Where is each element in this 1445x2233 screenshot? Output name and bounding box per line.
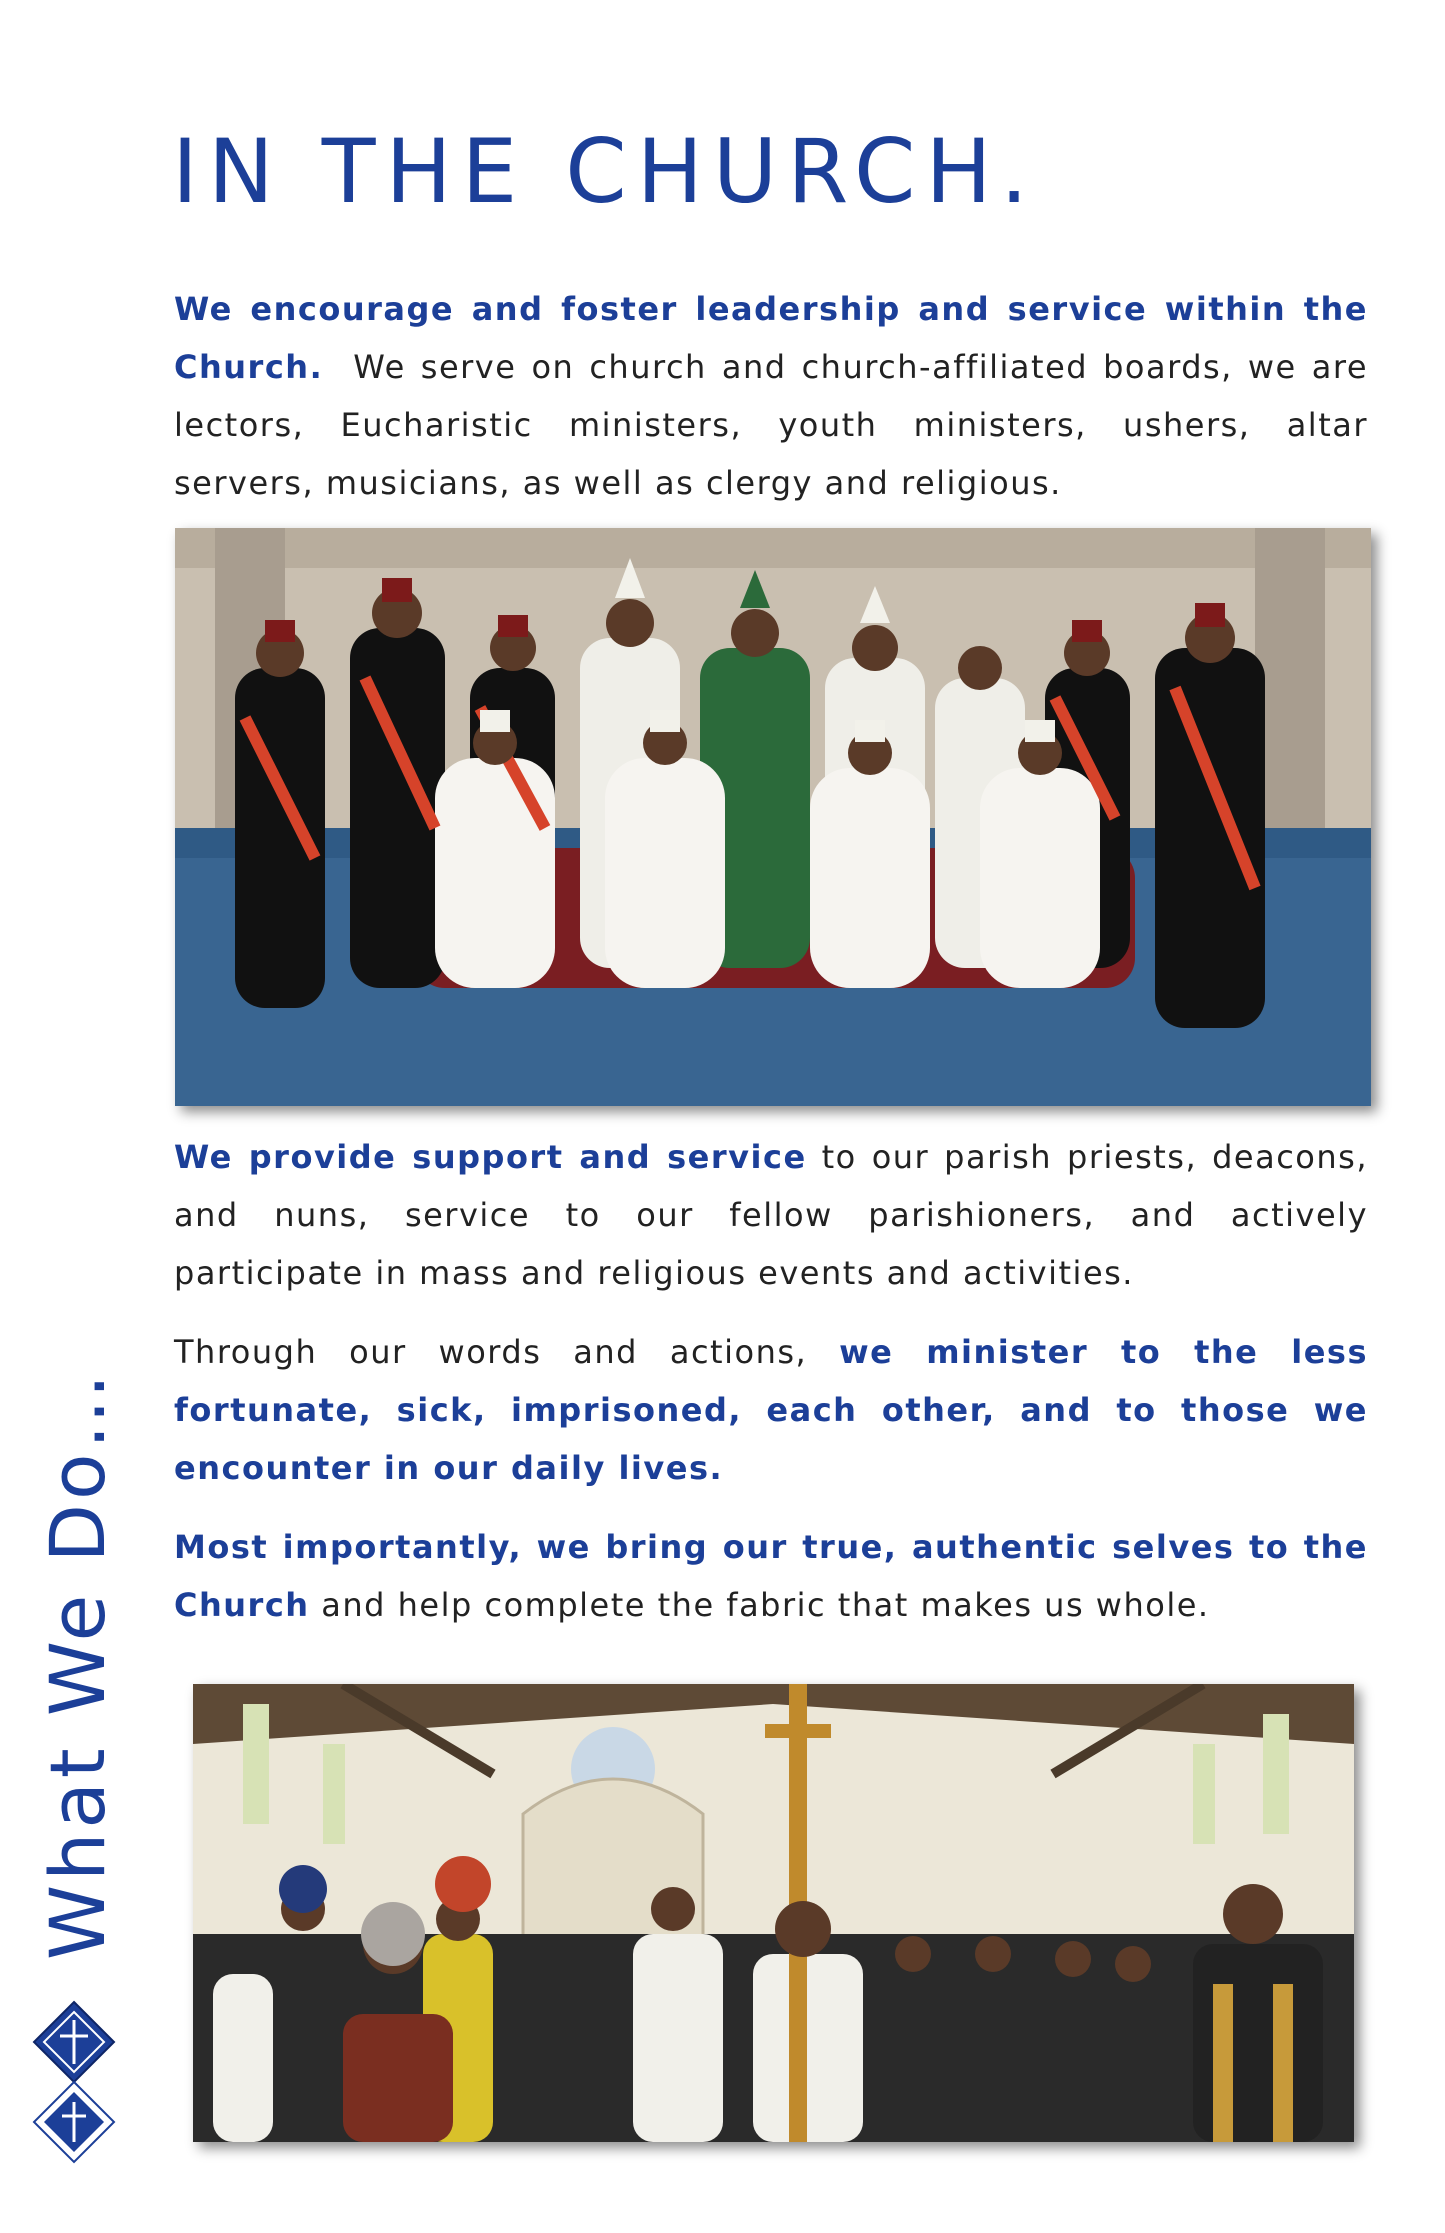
paragraph-support-text: to our parish priests, deacons, and nuns, service to our fellow parishioners, and actively participate in mass and religious events and activities.: [174, 1138, 1369, 1292]
paragraph-leadership-text: We serve on church and church-affiliated boards, we are lectors, Eucharistic ministers, youth ministers, ushers, altar servers, musicians, as well as clergy and religious.: [174, 348, 1369, 502]
procession-photo: [193, 1684, 1354, 2142]
page-title: IN THE CHURCH.: [172, 120, 1039, 223]
kpc-emblem-icon: [32, 2000, 116, 2084]
paragraph-minister-bold: we minister to the less fortunate, sick, imprisoned, each other, and to those we encounter in our daily lives.: [174, 1333, 1368, 1487]
side-title: What We Do…: [33, 1369, 122, 1960]
paragraph-leadership: [174, 280, 1368, 512]
paragraph-minister: [174, 1323, 1368, 1497]
paragraph-minister-text: Through our words and actions,: [174, 1333, 808, 1371]
paragraph-authentic: [174, 1518, 1368, 1634]
group-photo-clergy: [175, 528, 1371, 1106]
paragraph-support-bold: We provide support and service: [174, 1138, 807, 1176]
paragraph-authentic-text: and help complete the fabric that makes us whole.: [321, 1586, 1210, 1624]
paragraph-authentic-bold: Most importantly, we bring our true, authentic selves to the Church: [174, 1528, 1368, 1624]
kopc-emblem-icon: [32, 2080, 116, 2164]
paragraph-support: [174, 1128, 1368, 1302]
paragraph-leadership-bold: We encourage and foster leadership and service within the Church.: [174, 290, 1368, 386]
